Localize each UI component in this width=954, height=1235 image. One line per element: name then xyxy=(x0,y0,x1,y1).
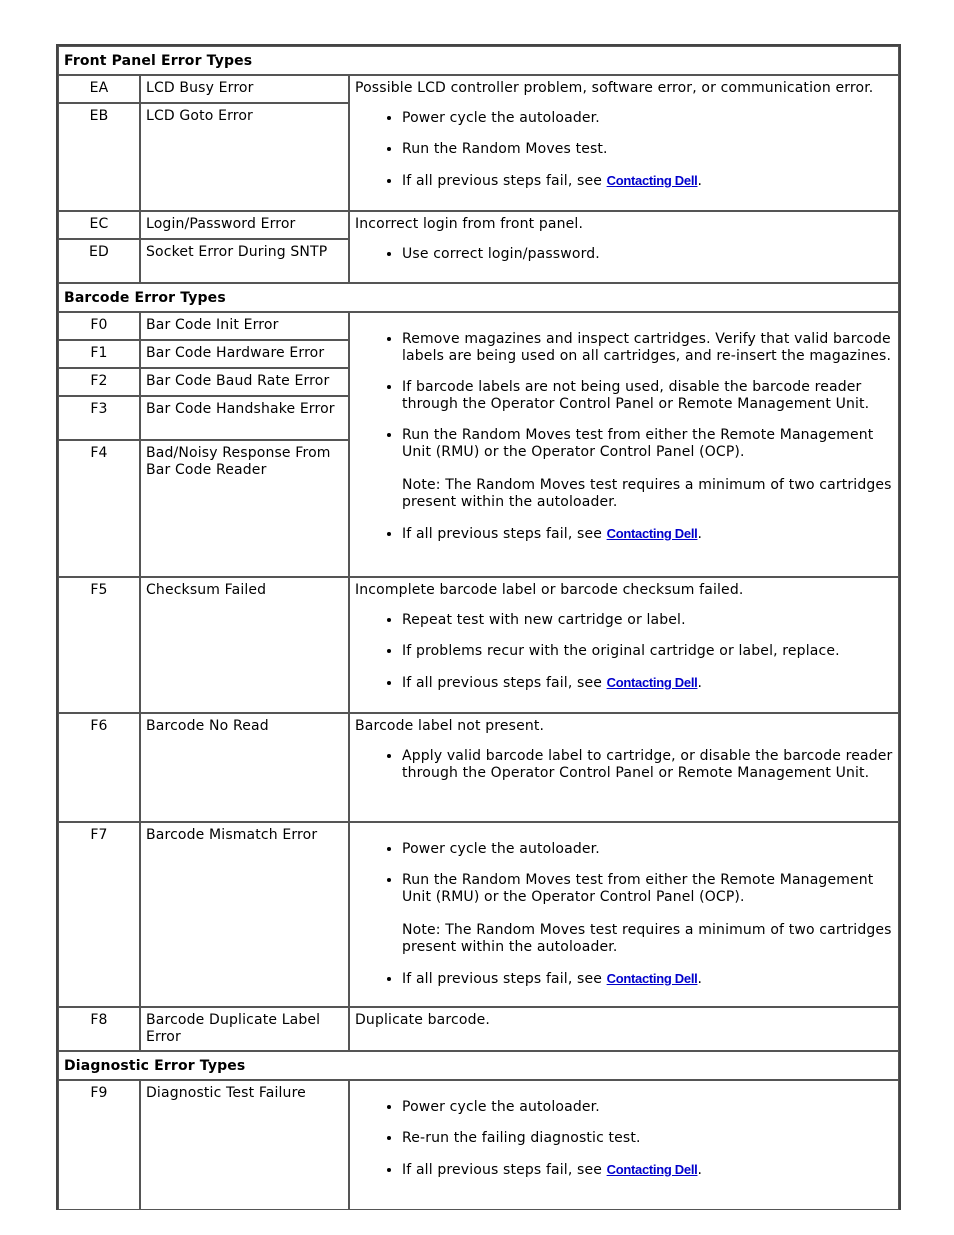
contacting-dell-link[interactable]: Contacting Dell xyxy=(606,1162,698,1177)
steps-list xyxy=(355,1099,893,1179)
error-code: ED xyxy=(58,239,140,283)
error-name: Bar Code Baud Rate Error xyxy=(140,368,349,396)
step-text: Re-run the failing diagnostic test. xyxy=(402,1130,641,1146)
list-item xyxy=(402,674,893,692)
link-suffix: . xyxy=(697,1162,703,1178)
error-code: F0 xyxy=(58,312,140,340)
error-name: Bar Code Init Error xyxy=(140,312,349,340)
error-name: Login/Password Error xyxy=(140,211,349,239)
steps-list xyxy=(355,110,893,190)
table-row xyxy=(58,1080,899,1210)
step-text: If all previous steps fail, see xyxy=(402,1162,607,1178)
step-text: Power cycle the autoloader. xyxy=(402,110,600,126)
table-row xyxy=(58,1007,899,1051)
error-code: F6 xyxy=(58,713,140,822)
step-text: If all previous steps fail, see xyxy=(402,675,607,691)
table-row xyxy=(58,211,899,239)
step-text: If barcode labels are not being used, disable the barcode reader through the Operator Control Panel or Remote Management Unit. xyxy=(402,379,870,412)
error-name: Bar Code Handshake Error xyxy=(140,396,349,440)
note-text: Note: The Random Moves test requires a minimum of two cartridges present within the autoloader. xyxy=(402,922,892,955)
section-header-row xyxy=(58,1051,899,1080)
list-item xyxy=(402,1161,893,1179)
error-name: Socket Error During SNTP xyxy=(140,239,349,283)
list-item xyxy=(402,643,893,660)
error-code: EA xyxy=(58,75,140,103)
note-text: Note: The Random Moves test requires a minimum of two cartridges present within the autoloader. xyxy=(402,477,892,510)
description-lead: Incorrect login from front panel. xyxy=(355,216,584,232)
step-text: Power cycle the autoloader. xyxy=(402,841,600,857)
error-code: F9 xyxy=(58,1080,140,1210)
error-name: Bad/Noisy Response From Bar Code Reader xyxy=(140,440,349,577)
section-header-row xyxy=(58,46,899,75)
list-item xyxy=(402,172,893,190)
error-types-sheet xyxy=(56,44,901,1235)
error-code: EC xyxy=(58,211,140,239)
description-lead: Duplicate barcode. xyxy=(355,1012,490,1028)
list-item xyxy=(402,970,893,988)
step-text: Apply valid barcode label to cartridge, or disable the barcode reader through the Operator Control Panel or Remote Management Unit. xyxy=(402,748,893,781)
error-description xyxy=(349,1080,899,1210)
error-description xyxy=(349,312,899,577)
section-title-diagnostic: Diagnostic Error Types xyxy=(58,1051,899,1080)
list-item xyxy=(402,427,893,511)
contacting-dell-link[interactable]: Contacting Dell xyxy=(606,526,698,541)
error-name: Bar Code Hardware Error xyxy=(140,340,349,368)
list-item xyxy=(402,612,893,629)
section-header-row xyxy=(58,283,899,312)
steps-list xyxy=(355,331,893,543)
table-row xyxy=(58,75,899,103)
error-description xyxy=(349,211,899,283)
error-code: F5 xyxy=(58,577,140,713)
list-item xyxy=(402,379,893,413)
description-lead: Possible LCD controller problem, software error, or communication error. xyxy=(355,80,874,96)
error-code: F3 xyxy=(58,396,140,440)
step-text: Run the Random Moves test from either the Remote Management Unit (RMU) or the Operator Control Panel (OCP). xyxy=(402,427,874,460)
error-description xyxy=(349,1007,899,1051)
error-name: Barcode No Read xyxy=(140,713,349,822)
list-item xyxy=(402,110,893,127)
list-item xyxy=(402,246,893,263)
error-description xyxy=(349,577,899,713)
description-lead: Incomplete barcode label or barcode checksum failed. xyxy=(355,582,744,598)
list-item xyxy=(402,748,893,782)
list-item xyxy=(402,525,893,543)
error-code: F2 xyxy=(58,368,140,396)
table-row xyxy=(58,312,899,340)
step-text: If all previous steps fail, see xyxy=(402,526,607,542)
list-item xyxy=(402,841,893,858)
section-title-barcode: Barcode Error Types xyxy=(58,283,899,312)
table-row xyxy=(58,577,899,713)
error-description xyxy=(349,822,899,1007)
step-text: Power cycle the autoloader. xyxy=(402,1099,600,1115)
step-text: If all previous steps fail, see xyxy=(402,173,607,189)
link-suffix: . xyxy=(697,173,703,189)
list-item xyxy=(402,872,893,956)
error-code: F4 xyxy=(58,440,140,577)
error-code: F7 xyxy=(58,822,140,1007)
step-text: Run the Random Moves test. xyxy=(402,141,608,157)
step-text: Use correct login/password. xyxy=(402,246,600,262)
error-name: Checksum Failed xyxy=(140,577,349,713)
description-lead: Barcode label not present. xyxy=(355,718,545,734)
section-title-front-panel: Front Panel Error Types xyxy=(58,46,899,75)
link-suffix: . xyxy=(697,971,703,987)
table-row xyxy=(58,713,899,822)
step-text: If all previous steps fail, see xyxy=(402,971,607,987)
error-name: LCD Busy Error xyxy=(140,75,349,103)
steps-list xyxy=(355,246,893,263)
step-text: If problems recur with the original cartridge or label, replace. xyxy=(402,643,840,659)
error-code: F8 xyxy=(58,1007,140,1051)
error-code: F1 xyxy=(58,340,140,368)
contacting-dell-link[interactable]: Contacting Dell xyxy=(606,675,698,690)
steps-list xyxy=(355,841,893,988)
list-item xyxy=(402,141,893,158)
error-types-table xyxy=(56,44,901,1210)
error-name: LCD Goto Error xyxy=(140,103,349,211)
error-name: Barcode Mismatch Error xyxy=(140,822,349,1007)
step-text: Run the Random Moves test from either the Remote Management Unit (RMU) or the Operator Control Panel (OCP). xyxy=(402,872,874,905)
step-text: Remove magazines and inspect cartridges. Verify that valid barcode labels are being used on all cartridges, and re-insert the magazines. xyxy=(402,331,892,364)
list-item xyxy=(402,331,893,365)
steps-list xyxy=(355,748,893,782)
error-code: EB xyxy=(58,103,140,211)
error-name: Diagnostic Test Failure xyxy=(140,1080,349,1210)
steps-list xyxy=(355,612,893,692)
step-text: Repeat test with new cartridge or label. xyxy=(402,612,686,628)
link-suffix: . xyxy=(697,526,703,542)
list-item xyxy=(402,1099,893,1116)
error-name: Barcode Duplicate Label Error xyxy=(140,1007,349,1051)
table-row xyxy=(58,822,899,1007)
contacting-dell-link[interactable]: Contacting Dell xyxy=(606,173,698,188)
list-item xyxy=(402,1130,893,1147)
error-description xyxy=(349,713,899,822)
link-suffix: . xyxy=(697,675,703,691)
contacting-dell-link[interactable]: Contacting Dell xyxy=(606,971,698,986)
error-description xyxy=(349,75,899,211)
